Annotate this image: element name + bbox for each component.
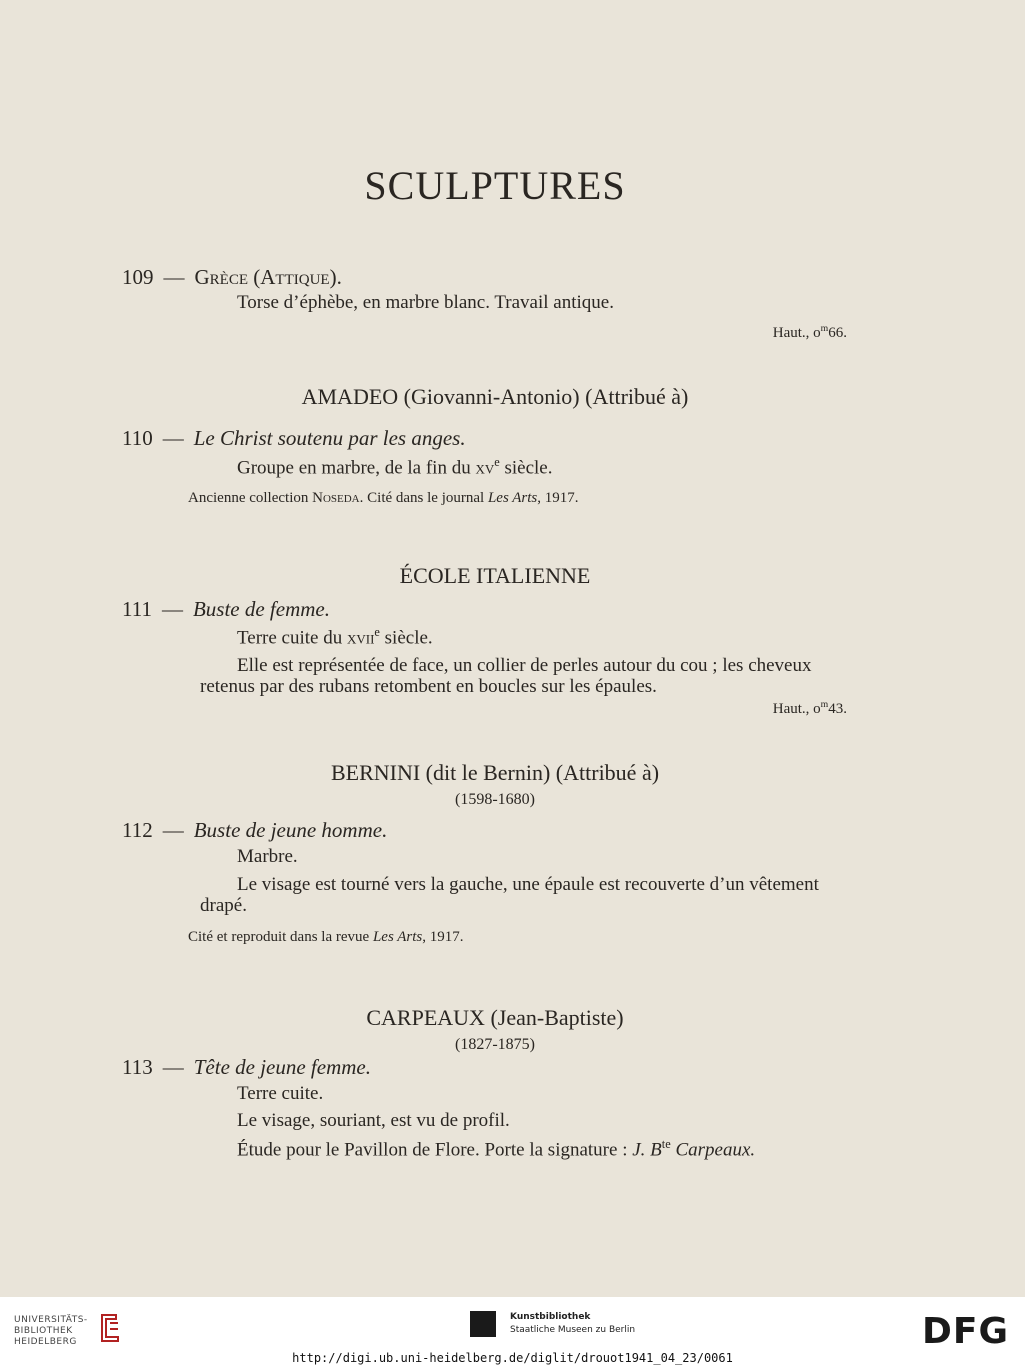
desc-text-end: siècle. [379,627,433,649]
entry-dash: — [162,1055,184,1079]
note-collection-name: Noseda [312,490,360,506]
artist-dates-bernini: (1598-1680) [455,791,535,808]
dimension-label: Haut., o [772,701,821,717]
dimension-value: 66. [828,325,847,341]
entry-title: Buste de femme. [192,597,330,621]
desc-century: xv [475,457,495,479]
kb-line-1: Kunstbibliothek [510,1312,591,1322]
kunstbibliothek-logo-icon [470,1311,496,1337]
note-text-end: , 1917. [537,490,579,506]
entry-number: 110 [122,426,153,450]
entry-110-note [188,490,579,507]
page-title: SCULPTURES [364,163,626,208]
ub-line-1: UNIVERSITÄTS- [14,1315,88,1325]
entry-111-description [237,625,433,649]
note-text: Cité et reproduit dans la revue [188,929,373,945]
note-text-mid: . Cité dans le journal [359,490,488,506]
signature-text-end: Carpeaux. [670,1139,756,1161]
artist-dates-carpeaux: (1827-1875) [455,1036,535,1053]
desc-text-end: siècle. [499,457,553,479]
entry-title: Buste de jeune homme. [193,818,388,842]
entry-113-material: Terre cuite. [237,1083,324,1104]
entry-heading-b: (Attique). [253,265,342,289]
artist-heading-carpeaux: CARPEAUX (Jean-Baptiste) [366,1005,624,1030]
entry-111-dimension [773,699,847,718]
entry-111 [122,597,330,622]
entry-111-paragraph: Elle est représentée de face, un collier de perles autour du cou ; les cheveux retenus par des rubans retombent en boucles sur les épaules. [200,655,812,697]
entry-110 [122,426,466,451]
entry-113 [122,1055,371,1080]
entry-112-description: Marbre. [237,846,298,867]
dimension-unit: m [820,323,829,334]
dfg-logo: DFG [921,1311,1009,1352]
entry-title: Le Christ soutenu par les anges. [193,426,466,450]
ub-line-2: BIBLIOTHEK [14,1326,73,1336]
desc-text: Étude pour le Pavillon de Flore. Porte la signature : [237,1139,633,1161]
dimension-value: 43. [828,701,847,717]
entry-109-description: Torse d’éphèbe, en marbre blanc. Travail antique. [237,292,614,313]
artist-heading-bernini: BERNINI (dit le Bernin) (Attribué à) [330,760,660,785]
entry-dash: — [162,426,184,450]
entry-dash: — [161,597,183,621]
entry-109-dimension [773,323,847,342]
entry-number: 112 [122,818,153,842]
signature-sup: te [661,1137,671,1151]
note-journal: Les Arts [372,929,423,945]
school-heading: ÉCOLE ITALIENNE [399,563,591,588]
entry-dash: — [163,265,185,289]
entry-number: 113 [122,1055,153,1079]
entry-109 [122,265,342,290]
dimension-label: Haut., o [772,325,821,341]
desc-sup: e [494,455,500,469]
entry-number: 111 [122,597,152,621]
kb-line-2: Staatliche Museen zu Berlin [510,1325,636,1335]
entry-112 [122,818,387,843]
desc-text: Terre cuite du [237,627,347,649]
artist-heading-amadeo: AMADEO (Giovanni-Antonio) (Attribué à) [301,384,689,409]
entry-number: 109 [122,265,154,289]
desc-century: xvii [346,627,375,649]
entry-dash: — [162,818,184,842]
ub-heidelberg-logo-icon [96,1311,122,1345]
note-text-end: , 1917. [422,929,464,945]
ub-heidelberg-label [14,1315,88,1348]
ub-line-3: HEIDELBERG [14,1337,77,1347]
signature-text: J. B [632,1139,662,1161]
entry-110-description [237,455,553,479]
digitization-footer [0,1297,1025,1369]
entry-113-signature-note [237,1137,755,1161]
entry-title: Tête de jeune femme. [193,1055,371,1079]
note-journal: Les Arts [487,490,538,506]
entry-112-paragraph: Le visage est tourné vers la gauche, une épaule est recouverte d’un vêtement drapé. [200,874,819,916]
note-text: Ancienne collection [188,490,313,506]
entry-112-note [188,929,464,946]
entry-heading-a: Grèce [194,265,249,289]
dimension-unit: m [820,699,829,710]
desc-sup: e [374,625,380,639]
desc-text: Groupe en marbre, de la fin du [237,457,476,479]
source-url[interactable]: http://digi.ub.uni-heidelberg.de/diglit/drouot1941_04_23/0061 [292,1351,733,1365]
entry-113-description: Le visage, souriant, est vu de profil. [237,1110,510,1131]
